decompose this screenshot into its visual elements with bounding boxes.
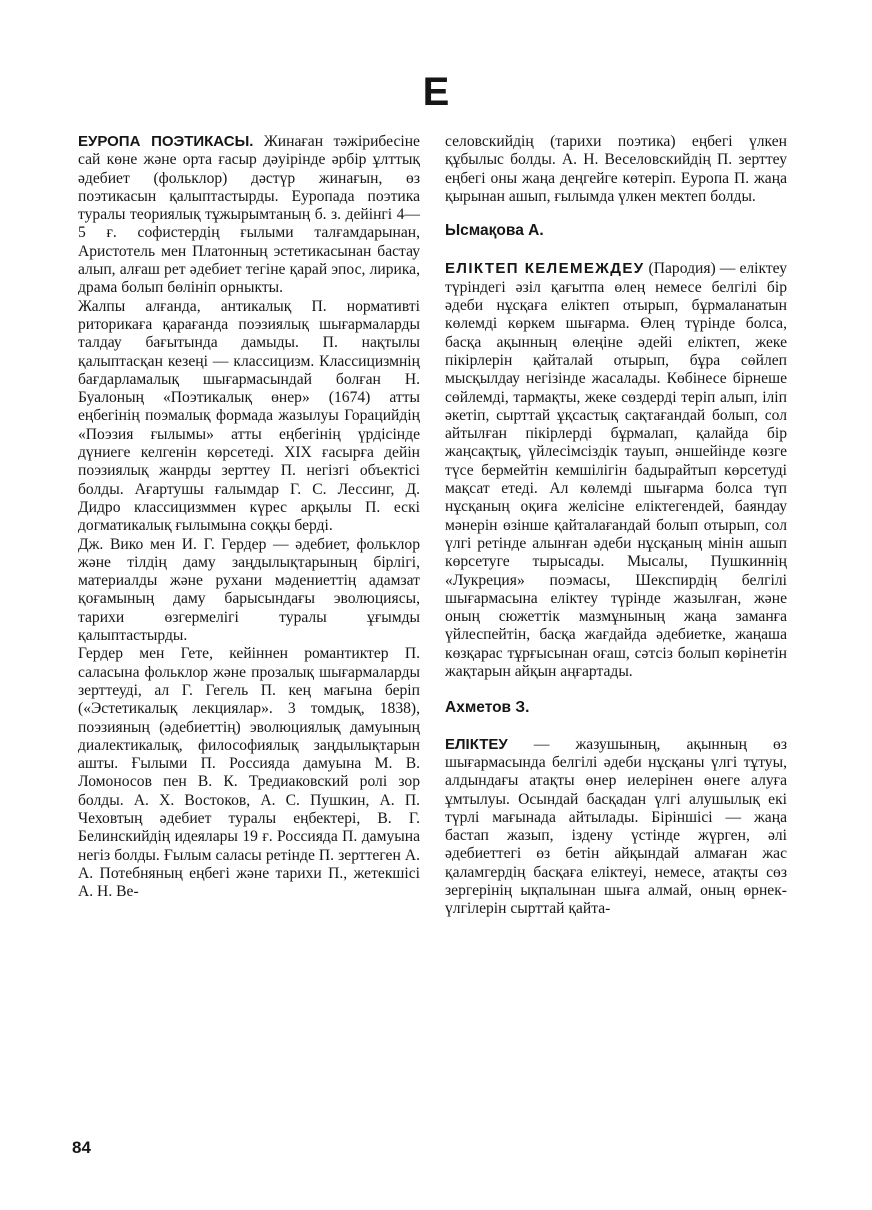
page-number: 84 [72, 1138, 91, 1157]
entry-parody-text: (Пародия) — еліктеу түріндегі әзіл қағытпа өлең немесе белгілі бір әдеби нұсқаға еліктеп отырып, бұрмаланатын көлемді көркем шығарма. Өлең түрінде болса, басқа ақынның өлеңіне әдейі еліктеп, жеке пікірлерін қайталай отырып, бұра сөйлеп мысқылдау негізінде жасалады. Көбінесе бірнеше сөйлемді, тармақты, жеке сөздерді теріп алып, іліп әкетіп, сырттай ұқсастық сақтағандай болып, сол айтылған пікірлерді бұрмалап, қалайда бір жаңсақтық, үйлесімсіздік тауып, әншейінде көзге түсе бермейтін кемшілігін бадырайтып көрсетуді мақсат етеді. Ал көлемді шығарма болса түп нұсқаның оқиға желісіне еліктегендей, баяндау мәнерін өзінше қайталағандай болып отырып, сол үлгі ретінде алынған әдеби нұсқаның мінін ашып көрсетуге тырысады. Мысалы, Пушкиннің «Лукреция» поэмасы, Шекспирдің белгілі шығармасына еліктеу түрінде жазылған, және оның сюжеттік мазмұнының жаңа заманға үйлеспейтін, басқа жағдайда әдебиетке, жаңаша көзқарас тұрғысынан оғаш, сәтсіз болып көрінетін жақтарын айқын аңғартады. [445, 260, 787, 681]
entry-europe-poetics-text-1: Жинаған тәжірибесіне сай көне және орта ғасыр дәуірінде әрбір ұлттық әдебиет (фольклор) дәстүр жинағын, өз поэтикасын қалыптастырды. Еуропада поэтика туралы теориялық тұжырымтаның б. з. дейінгі 4—5 ғ. софистердің ғылыми талғамдарынан, Аристотель мен Платонның эстетикасынан бастау алып, алғаш рет әдебиет тегіне қарай эпос, лирика, драма болып бөлініп орныкты. [78, 133, 420, 297]
entry-parody-paragraph [445, 260, 787, 681]
entry-europe-poetics-author: Ысмақова А. [445, 222, 544, 240]
entry-europe-poetics-continuation: селовскийдің (тарихи поэтика) еңбегі үлкен құбылыс болды. А. Н. Веселовскийдің П. зерттеу еңбегі оны жаңа деңгейге көтеріп. Еуропа П. жаңа қырынан ашып, ғылымда үлкен мектеп болды. [445, 133, 787, 205]
right-column [445, 133, 787, 919]
entry-parody-author: Ахметов З. [445, 699, 530, 717]
entry-europe-poetics-paragraph-4: Гердер мен Гете, кейіннен романтиктер П. саласына фольклор және прозалық шығармаларды зерттеуді, ал Г. Гегель П. кең мағына беріп («Эстетикалық лекциялар». 3 томдық, 1838), поэзияның (әдебиеттің) эволюциялық дамуының диалектикалық, философиялық заңдылықтарын ашты. Ғылыми П. Россияда дамуына М. В. Ломоносов пен В. К. Тредиаковский ролі зор болды. А. Х. Востоков, А. С. Пушкин, А. П. Чеховтың әдебиет туралы еңбектері, В. Г. Белинскийдің идеялары 19 ғ. Россияда П. дамуына негіз болды. Ғылым саласы ретінде П. зерттеген А. А. Потебняның еңбегі және тарихи П., жетекшісі А. Н. Ве- [78, 645, 420, 901]
entry-imitation-headword: ЕЛІКТЕУ [445, 735, 508, 753]
entry-imitation-paragraph [445, 736, 787, 919]
section-letter: Е [422, 70, 450, 114]
entry-europe-poetics-paragraph-3: Дж. Вико мен И. Г. Гердер — әдебиет, фольклор және тілдің даму заңдылықтарының бірлігі, материалды және рухани мәдениеттің адамзат қоғамының даму барысындағы эволюциясы, тарихи өзгермелігі туралы ұғымды қалыптастырды. [78, 535, 420, 645]
entry-imitation-text: — жазушының, ақынның өз шығармасында белгілі әдеби нұсқаны үлгі тұтуы, алдындағы атақты өнер иелерінен өнеге алуға ұмтылуы. Осындай басқадан үлгі алушылық екі түрлі мағынада айтылады. Біріншісі — жаңа бастап жазып, іздену үстінде жүрген, әлі әдебиеттегі өз бетін айқындай алмаған жас қаламгердің басқаға еліктеуі, немесе, атақты сөз зергерінің ықпалынан шыға алмай, оның өрнек-үлгілерін сырттай қайта- [445, 735, 787, 918]
entry-parody-headword: ЕЛІКТЕП КЕЛЕМЕЖДЕУ [445, 260, 645, 278]
left-column [78, 133, 420, 901]
entry-europe-poetics-paragraph-1 [78, 133, 420, 298]
entry-europe-poetics-headword: ЕУРОПА ПОЭТИКАСЫ. [78, 133, 254, 150]
entry-europe-poetics-paragraph-2: Жалпы алғанда, антикалық П. нормативті риторикаға қарағанда поэзиялық шығармаларды талдау бағытында дамыды. П. нақтылы қалыптасқан кезеңі — классицизм. Классицизмнің бағдарламалық шығармасындай болған Н. Буалоның «Поэтикалық өнер» (1674) атты еңбегінің поэмалық формада жазылуы Горацийдің «Поэзия ғылымы» атты еңбегінің үрдісінде дүниеге келгенін көрсетеді. XIX ғасырға дейін поэзиялық жанрды зерттеу П. негізгі объектісі болды. Ағартушы ғалымдар Г. С. Лессинг, Д. Дидро классицизммен күрес арқылы П. ескі догматикалық ғылымына соққы берді. [78, 297, 420, 535]
